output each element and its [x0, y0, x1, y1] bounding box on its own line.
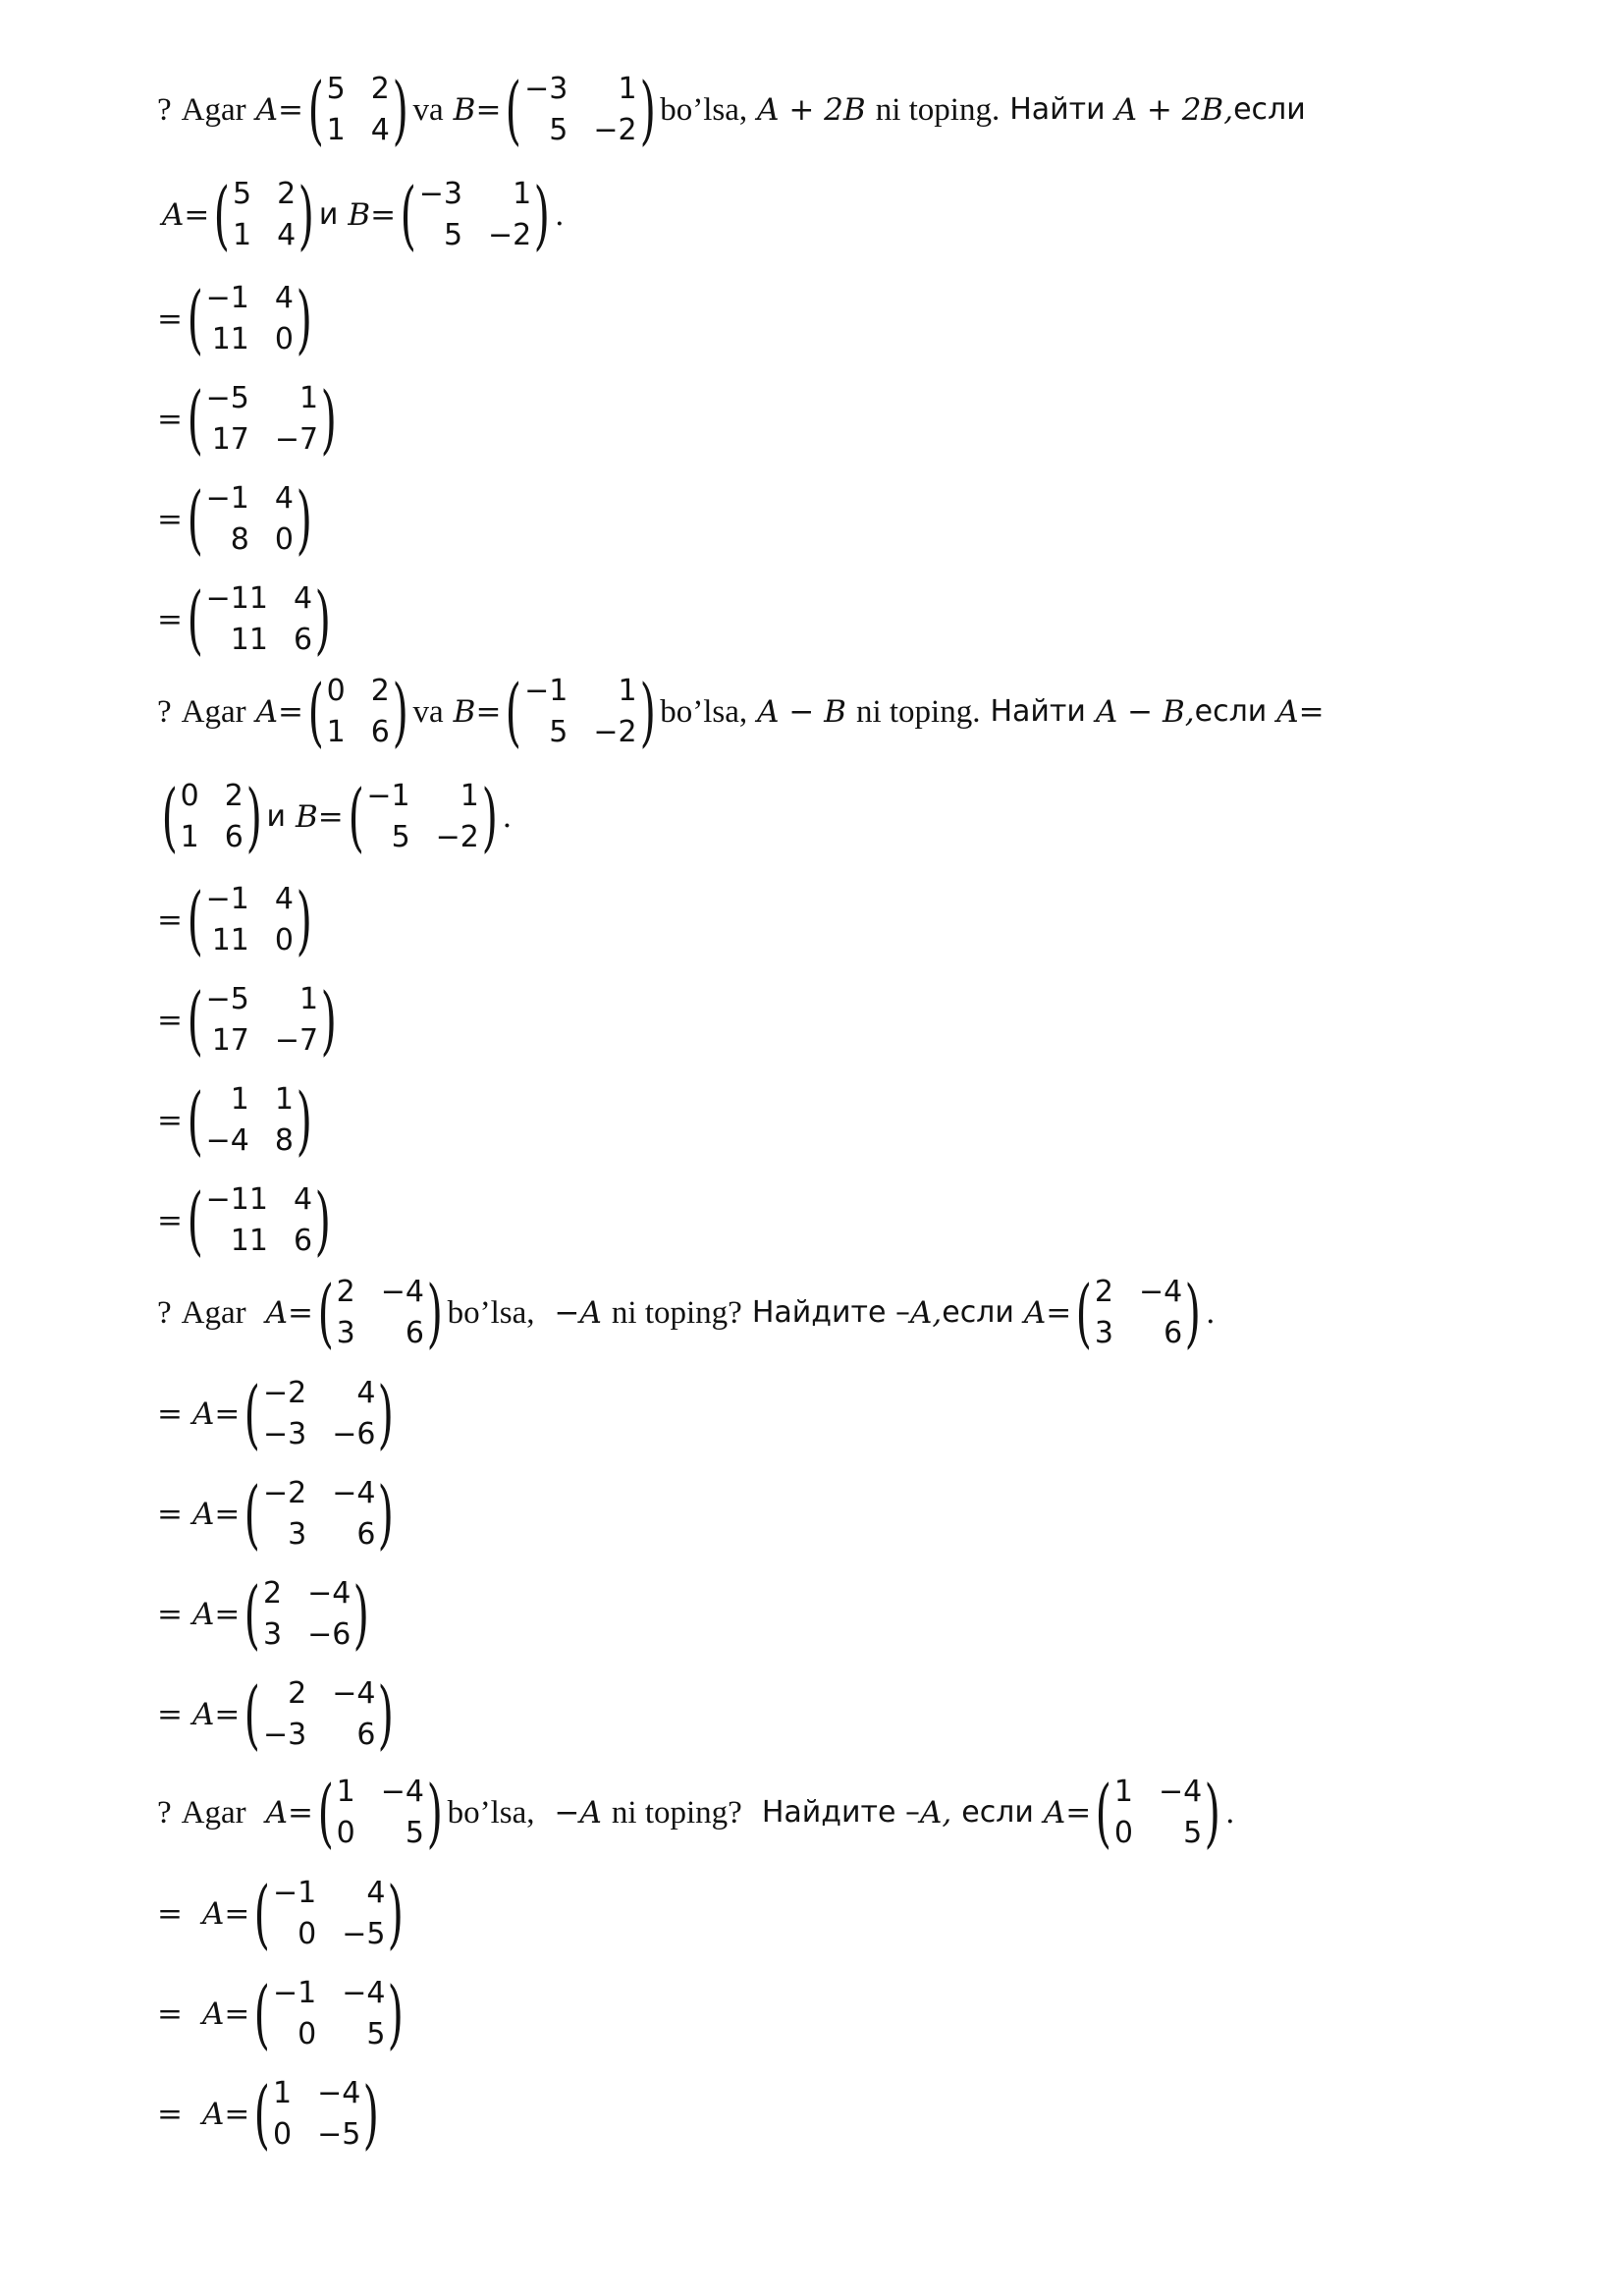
text-span: =: [157, 1102, 183, 1138]
text-span: bo’lsa,: [447, 1794, 535, 1831]
matrix-entry: 2: [1094, 1275, 1113, 1309]
matrix-entry: 0: [274, 923, 294, 957]
matrix-entry: −1: [205, 281, 249, 315]
answer-option: [157, 1176, 336, 1264]
text-span: =: [224, 1995, 250, 2032]
matrix-entry: 11: [230, 623, 268, 657]
text-span: A: [201, 1895, 225, 1932]
matrix-bracket: ): [378, 1470, 395, 1558]
matrix-bracket: ): [320, 375, 338, 463]
matrix-entry: −5: [342, 1917, 386, 1951]
matrix-A: [214, 171, 315, 258]
text-span: =: [157, 1496, 183, 1532]
text-span: A: [1043, 1794, 1066, 1831]
matrix-entry: 1: [180, 820, 199, 854]
matrix-entry: −3: [418, 177, 463, 211]
text-span: Agar: [181, 1294, 246, 1331]
text-span: A: [201, 2096, 225, 2132]
text-span: ni toping.: [855, 693, 981, 730]
matrix-entry: −4: [332, 1476, 376, 1510]
matrix-bracket: (: [348, 773, 364, 860]
text-span: ni toping?: [611, 1294, 742, 1331]
text-span: A: [191, 1395, 215, 1432]
text-span: =: [157, 1202, 183, 1238]
matrix-entry: −1: [205, 481, 249, 516]
answer-option: [157, 575, 336, 663]
equals-sign: =: [278, 91, 303, 128]
matrix-bracket: (: [254, 1970, 271, 2057]
matrix-bracket: (: [187, 876, 203, 963]
matrix-entry: −1: [524, 674, 568, 708]
matrix-bracket: ): [392, 66, 408, 153]
matrix-entry: 11: [211, 923, 249, 957]
text-span: A: [201, 1995, 225, 2032]
text-span: если: [1194, 694, 1268, 729]
text-span: =: [157, 1696, 183, 1732]
matrix-B: [506, 668, 656, 755]
math-expr: A + 2B: [757, 91, 866, 128]
matrix-bracket: ): [353, 1570, 370, 1658]
text-span: −A: [554, 1294, 602, 1331]
text-span: =: [157, 1995, 183, 2032]
matrix-entry: 3: [336, 1316, 355, 1350]
text-span: =: [157, 1596, 183, 1632]
text-span: bo’lsa,: [660, 693, 748, 730]
matrix-entry: −6: [332, 1417, 376, 1451]
matrix-entry: 4: [274, 882, 294, 916]
matrix-bracket: (: [506, 66, 522, 153]
matrix-bracket: ): [481, 773, 498, 860]
answer-option: [157, 1570, 374, 1658]
matrix-bracket: (: [307, 668, 324, 755]
matrix-bracket: (: [400, 171, 417, 258]
matrix-entry: 0: [336, 1816, 355, 1850]
matrix-entry: 8: [274, 1123, 294, 1158]
matrix-entry: −4: [380, 1775, 424, 1809]
text-span: =: [1298, 693, 1325, 730]
text-span: =: [370, 196, 397, 233]
matrix-bracket: (: [187, 1076, 203, 1164]
matrix-entry: 1: [273, 2076, 293, 2110]
matrix-entry: −4: [332, 1676, 376, 1711]
text-span: B: [296, 798, 318, 835]
matrix-entry: −4: [317, 2076, 361, 2110]
matrix-bracket: ): [426, 1769, 443, 1856]
matrix-entry: 4: [274, 281, 294, 315]
matrix-entry: 4: [370, 113, 390, 147]
text-span: A: [265, 1794, 289, 1831]
question-2-line-2: [157, 773, 513, 860]
text-span: =: [278, 693, 303, 730]
matrix-entry: 5: [549, 113, 568, 147]
matrix-entry: −2: [488, 218, 532, 252]
text-span: =: [157, 501, 183, 537]
question-1-line-2: [162, 171, 565, 258]
matrix-B: [506, 66, 656, 153]
matrix-entry: −2: [593, 715, 637, 749]
matrix-entry: 2: [288, 1676, 307, 1711]
question-text-ru: Найти: [1009, 92, 1106, 127]
matrix-entry: −5: [205, 381, 249, 415]
text-span: A: [1276, 693, 1299, 730]
matrix-bracket: ): [296, 1076, 312, 1164]
matrix-bracket: (: [187, 976, 203, 1064]
matrix-bracket: (: [187, 1176, 203, 1264]
matrix-entry: 0: [274, 522, 294, 557]
answer-option: [157, 1370, 399, 1457]
matrix-entry: −11: [205, 581, 268, 616]
text-span: =: [214, 1596, 241, 1632]
matrix-A: [307, 66, 408, 153]
text-span: =: [288, 1294, 313, 1331]
matrix-bracket: (: [254, 1870, 271, 1957]
text-span: .: [1205, 1294, 1216, 1331]
text-span: ?: [157, 1794, 172, 1831]
answer-option: [157, 275, 317, 362]
matrix-entry: −6: [307, 1617, 352, 1652]
matrix-entry: 2: [370, 72, 390, 106]
matrix-entry: −1: [205, 882, 249, 916]
text-span: =: [157, 1002, 183, 1038]
matrix-bracket: (: [244, 1670, 261, 1758]
answer-option: [157, 976, 342, 1064]
question-mark: ?: [157, 91, 172, 128]
matrix-bracket: ): [296, 876, 312, 963]
question-1-line-1: [157, 66, 1306, 153]
matrix-entry: 6: [405, 1316, 424, 1350]
matrix-entry: −3: [263, 1718, 307, 1752]
matrix-entry: 4: [366, 1876, 386, 1910]
text-span: Agar: [181, 1794, 246, 1831]
matrix-entry: 0: [298, 1917, 317, 1951]
text-span: =: [317, 798, 344, 835]
matrix-entry: 8: [230, 522, 249, 557]
matrix-entry: −4: [1158, 1775, 1203, 1809]
text-span: =: [214, 1696, 241, 1732]
question-text-ru: если: [1233, 92, 1306, 127]
text-span: −A: [554, 1794, 602, 1831]
text-span: Agar: [181, 693, 246, 730]
text-span: A: [265, 1294, 289, 1331]
question-2-line-1: [157, 668, 1325, 755]
matrix-entry: 4: [356, 1376, 376, 1410]
matrix-entry: −4: [307, 1576, 352, 1611]
matrix-bracket: (: [1075, 1269, 1093, 1356]
matrix-bracket: ): [1204, 1769, 1221, 1856]
matrix-entry: 1: [326, 715, 346, 749]
text-span: Найдите –: [751, 1295, 910, 1330]
answer-option: [157, 1670, 399, 1758]
matrix-entry: 1: [299, 982, 319, 1016]
text-span: va: [412, 693, 444, 730]
text-span: Найти: [990, 694, 1086, 729]
question-4: [157, 1769, 1235, 1856]
matrix-entry: 6: [1164, 1316, 1183, 1350]
matrix-bracket: ): [378, 1670, 395, 1758]
text-span: =: [157, 1395, 183, 1432]
text-span: A − B,: [1095, 693, 1195, 730]
question-3: [157, 1269, 1216, 1356]
text-span: .: [1224, 1794, 1235, 1831]
question-text: va: [412, 91, 444, 128]
matrix-bracket: ): [298, 171, 315, 258]
text-span: A: [191, 1596, 215, 1632]
matrix-bracket: ): [639, 668, 656, 755]
matrix-entry: 5: [233, 177, 252, 211]
matrix-bracket: ): [296, 275, 312, 362]
question-text: Agar: [181, 91, 246, 128]
matrix-entry: −4: [342, 1976, 386, 2010]
text-span: A: [1023, 1294, 1047, 1331]
matrix-bracket: ): [388, 1970, 405, 2057]
matrix-bracket: (: [244, 1570, 261, 1658]
math-var: A: [255, 91, 279, 128]
matrix-entry: 6: [356, 1517, 376, 1552]
matrix-entry: 17: [211, 1023, 249, 1058]
text-span: =: [157, 2096, 183, 2132]
text-span: A,: [919, 1794, 952, 1831]
text-span: =: [157, 902, 183, 938]
matrix-entry: −3: [524, 72, 568, 106]
matrix-entry: −5: [317, 2117, 361, 2152]
answer-option: [157, 1076, 317, 1164]
matrix-entry: 6: [356, 1718, 376, 1752]
matrix-entry: −11: [205, 1182, 268, 1217]
text-span: .: [554, 196, 565, 233]
matrix-B: [400, 171, 551, 258]
matrix-entry: −4: [205, 1123, 249, 1158]
question-text: ni toping.: [875, 91, 1001, 128]
matrix-bracket: (: [307, 66, 324, 153]
matrix-entry: 0: [1113, 1816, 1133, 1850]
text-span: =: [224, 2096, 250, 2132]
matrix-entry: −3: [263, 1417, 307, 1451]
matrix-entry: 1: [618, 72, 637, 106]
text-span: =: [214, 1496, 241, 1532]
text-span: A − B: [757, 693, 846, 730]
matrix-A: [161, 773, 262, 860]
text-span: если: [961, 1795, 1034, 1830]
matrix-bracket: (: [244, 1370, 261, 1457]
matrix-entry: 6: [293, 1224, 313, 1258]
matrix-bracket: ): [296, 475, 312, 563]
matrix-bracket: ): [1184, 1269, 1202, 1356]
matrix-bracket: (: [187, 475, 203, 563]
matrix-entry: −2: [263, 1376, 307, 1410]
text-span: если: [942, 1295, 1014, 1330]
matrix-A: [1075, 1269, 1202, 1356]
matrix-bracket: ): [314, 1176, 332, 1264]
answer-option: [157, 475, 317, 563]
matrix-bracket: ): [378, 1370, 395, 1457]
matrix-entry: 6: [224, 820, 244, 854]
text-span: ni toping?: [611, 1794, 742, 1831]
matrix-entry: 0: [180, 779, 199, 813]
matrix-entry: 4: [293, 1182, 313, 1217]
matrix-bracket: ): [426, 1269, 443, 1356]
text-span: и: [318, 197, 339, 232]
matrix-bracket: (: [244, 1470, 261, 1558]
matrix-entry: −1: [273, 1876, 317, 1910]
matrix-entry: 11: [211, 322, 249, 356]
matrix-bracket: ): [320, 976, 338, 1064]
matrix-bracket: ): [363, 2070, 380, 2158]
text-span: A: [191, 1496, 215, 1532]
matrix-bracket: ): [639, 66, 656, 153]
matrix-B: [348, 773, 498, 860]
text-span: A: [255, 693, 279, 730]
text-span: =: [224, 1895, 250, 1932]
matrix-A: [317, 1269, 443, 1356]
matrix-entry: −7: [274, 422, 319, 457]
matrix-entry: 1: [326, 113, 346, 147]
matrix-entry: −1: [366, 779, 410, 813]
math-expr: A + 2B,: [1114, 91, 1234, 128]
matrix-entry: 2: [370, 674, 390, 708]
matrix-entry: 1: [618, 674, 637, 708]
answer-option: [157, 1970, 408, 2057]
matrix-bracket: (: [214, 171, 231, 258]
text-span: Найдите –: [761, 1795, 920, 1830]
matrix-bracket: (: [317, 1269, 334, 1356]
text-span: ?: [157, 1294, 172, 1331]
matrix-entry: 17: [211, 422, 249, 457]
matrix-entry: 1: [233, 218, 252, 252]
text-span: ?: [157, 693, 172, 730]
matrix-bracket: (: [187, 575, 203, 663]
matrix-bracket: (: [161, 773, 178, 860]
text-span: =: [157, 301, 183, 337]
matrix-entry: 5: [1183, 1816, 1203, 1850]
matrix-entry: −5: [205, 982, 249, 1016]
text-span: A: [191, 1696, 215, 1732]
matrix-entry: 2: [277, 177, 297, 211]
matrix-entry: 4: [293, 581, 313, 616]
matrix-entry: −4: [380, 1275, 424, 1309]
matrix-bracket: ): [388, 1870, 405, 1957]
matrix-entry: 11: [230, 1224, 268, 1258]
matrix-bracket: (: [187, 375, 203, 463]
matrix-bracket: (: [317, 1769, 334, 1856]
matrix-bracket: ): [314, 575, 332, 663]
matrix-entry: 0: [298, 2017, 317, 2051]
text-span: bo’lsa,: [447, 1294, 535, 1331]
text-span: =: [214, 1395, 241, 1432]
matrix-entry: 1: [299, 381, 319, 415]
matrix-entry: −1: [273, 1976, 317, 2010]
matrix-entry: 5: [549, 715, 568, 749]
text-span: =: [475, 693, 502, 730]
text-span: =: [1065, 1794, 1092, 1831]
text-span: =: [475, 91, 502, 128]
matrix-entry: −2: [593, 113, 637, 147]
matrix-entry: 1: [336, 1775, 355, 1809]
text-span: =: [157, 601, 183, 637]
matrix-entry: 0: [274, 322, 294, 356]
answer-option: [157, 2070, 384, 2158]
matrix-entry: 0: [326, 674, 346, 708]
text-span: A,: [909, 1294, 943, 1331]
matrix-entry: 6: [370, 715, 390, 749]
matrix-A: [1095, 1769, 1221, 1856]
matrix-bracket: ): [245, 773, 262, 860]
matrix-entry: 1: [230, 1082, 249, 1117]
matrix-entry: 6: [293, 623, 313, 657]
matrix-entry: −2: [435, 820, 479, 854]
answer-option: [157, 876, 317, 963]
matrix-bracket: (: [254, 2070, 271, 2158]
math-var: B: [453, 91, 476, 128]
text-span: =: [157, 401, 183, 437]
matrix-entry: −4: [1138, 1275, 1183, 1309]
text-span: =: [288, 1794, 313, 1831]
matrix-entry: −7: [274, 1023, 319, 1058]
answer-option: [157, 375, 342, 463]
matrix-bracket: (: [187, 275, 203, 362]
matrix-entry: 2: [224, 779, 244, 813]
text-span: =: [184, 196, 210, 233]
matrix-entry: 1: [460, 779, 479, 813]
matrix-bracket: ): [392, 668, 408, 755]
matrix-entry: 5: [405, 1816, 424, 1850]
question-text: bo’lsa,: [660, 91, 748, 128]
matrix-entry: 2: [263, 1576, 283, 1611]
answer-option: [157, 1870, 408, 1957]
matrix-entry: −2: [263, 1476, 307, 1510]
matrix-bracket: ): [533, 171, 551, 258]
text-span: и: [266, 799, 286, 834]
text-span: B: [453, 693, 476, 730]
matrix-entry: 3: [1094, 1316, 1113, 1350]
text-span: B: [348, 196, 371, 233]
matrix-entry: 1: [274, 1082, 294, 1117]
matrix-A: [317, 1769, 443, 1856]
matrix-entry: 5: [326, 72, 346, 106]
matrix-bracket: (: [506, 668, 522, 755]
matrix-bracket: (: [1095, 1769, 1112, 1856]
matrix-entry: 1: [513, 177, 532, 211]
text-span: =: [157, 1895, 183, 1932]
matrix-entry: 5: [443, 218, 463, 252]
matrix-entry: 2: [336, 1275, 355, 1309]
matrix-entry: 3: [288, 1517, 307, 1552]
text-span: .: [502, 798, 513, 835]
answer-option: [157, 1470, 399, 1558]
text-span: A: [162, 196, 185, 233]
matrix-entry: 4: [277, 218, 297, 252]
matrix-entry: 4: [274, 481, 294, 516]
matrix-entry: 0: [273, 2117, 293, 2152]
matrix-entry: 5: [391, 820, 410, 854]
matrix-entry: 5: [366, 2017, 386, 2051]
matrix-entry: 3: [263, 1617, 283, 1652]
matrix-A: [307, 668, 408, 755]
matrix-entry: 1: [1113, 1775, 1133, 1809]
text-span: =: [1046, 1294, 1072, 1331]
